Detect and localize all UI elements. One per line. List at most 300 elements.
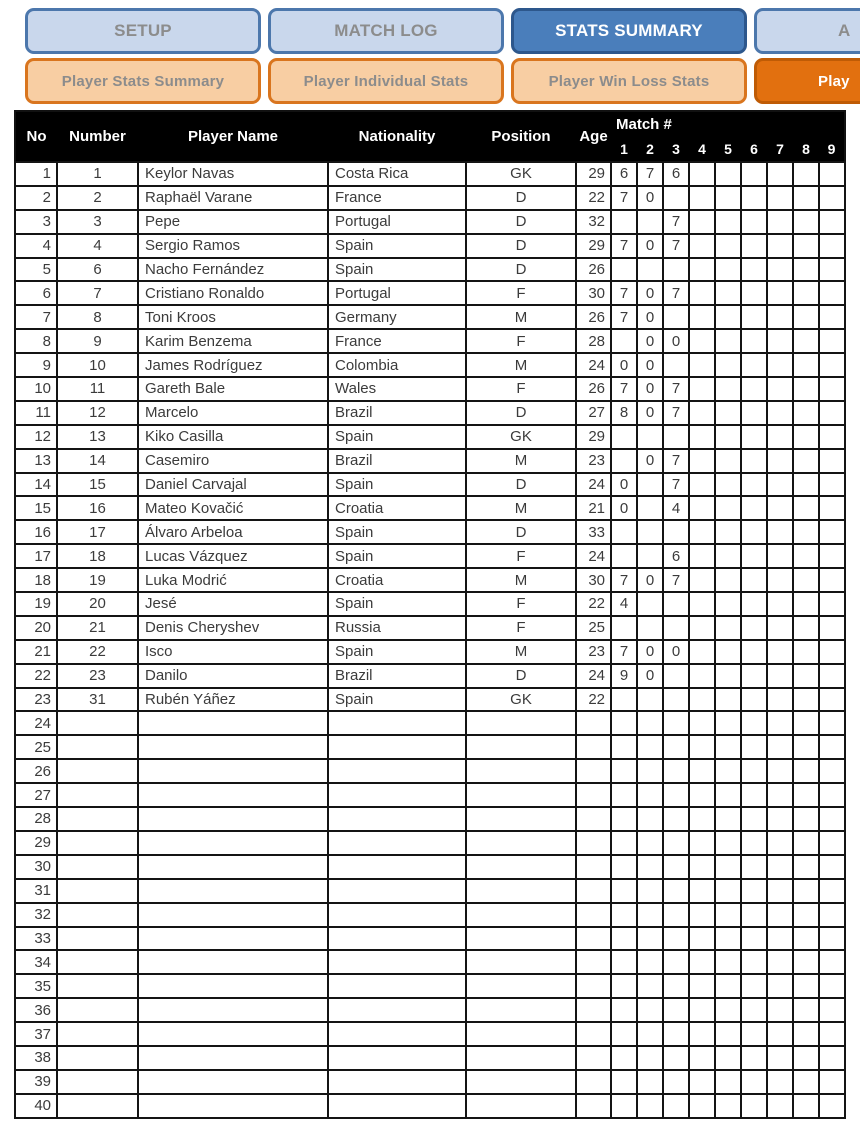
cell-match-6[interactable] [741, 473, 767, 497]
cell-player-name[interactable]: Raphaël Varane [138, 186, 328, 210]
cell-position[interactable]: D [466, 186, 576, 210]
cell-no[interactable]: 3 [15, 210, 57, 234]
cell-no[interactable]: 29 [15, 831, 57, 855]
cell-match-1[interactable]: 7 [611, 186, 637, 210]
cell-match-2[interactable] [637, 425, 663, 449]
cell-match-5[interactable] [715, 998, 741, 1022]
cell-player-name[interactable] [138, 1022, 328, 1046]
cell-match-7[interactable] [767, 401, 793, 425]
cell-no[interactable]: 32 [15, 903, 57, 927]
cell-match-9[interactable] [819, 568, 845, 592]
cell-match-6[interactable] [741, 401, 767, 425]
cell-match-5[interactable] [715, 688, 741, 712]
cell-nationality[interactable] [328, 735, 466, 759]
cell-position[interactable] [466, 1070, 576, 1094]
cell-nationality[interactable]: Brazil [328, 449, 466, 473]
cell-match-5[interactable] [715, 162, 741, 186]
cell-match-3[interactable] [663, 783, 689, 807]
cell-no[interactable]: 30 [15, 855, 57, 879]
cell-player-name[interactable] [138, 783, 328, 807]
cell-match-4[interactable] [689, 855, 715, 879]
cell-number[interactable]: 22 [57, 640, 138, 664]
cell-match-9[interactable] [819, 735, 845, 759]
cell-no[interactable]: 34 [15, 950, 57, 974]
cell-no[interactable]: 4 [15, 234, 57, 258]
cell-age[interactable] [576, 1046, 611, 1070]
cell-age[interactable] [576, 974, 611, 998]
cell-number[interactable] [57, 1070, 138, 1094]
cell-position[interactable]: D [466, 520, 576, 544]
cell-age[interactable] [576, 1070, 611, 1094]
cell-number[interactable] [57, 735, 138, 759]
cell-match-1[interactable] [611, 711, 637, 735]
cell-match-3[interactable] [663, 1070, 689, 1094]
cell-match-1[interactable] [611, 520, 637, 544]
cell-match-9[interactable] [819, 281, 845, 305]
cell-match-9[interactable] [819, 903, 845, 927]
cell-age[interactable] [576, 759, 611, 783]
cell-match-2[interactable]: 0 [637, 568, 663, 592]
cell-match-3[interactable]: 6 [663, 544, 689, 568]
cell-nationality[interactable] [328, 974, 466, 998]
cell-age[interactable] [576, 950, 611, 974]
cell-match-4[interactable] [689, 449, 715, 473]
cell-no[interactable]: 40 [15, 1094, 57, 1118]
cell-position[interactable] [466, 711, 576, 735]
cell-match-6[interactable] [741, 568, 767, 592]
cell-age[interactable] [576, 807, 611, 831]
cell-match-1[interactable]: 7 [611, 640, 637, 664]
cell-match-7[interactable] [767, 234, 793, 258]
cell-match-1[interactable]: 7 [611, 305, 637, 329]
cell-match-3[interactable] [663, 688, 689, 712]
cell-match-5[interactable] [715, 258, 741, 282]
cell-player-name[interactable]: Álvaro Arbeloa [138, 520, 328, 544]
cell-number[interactable]: 16 [57, 496, 138, 520]
cell-match-8[interactable] [793, 711, 819, 735]
cell-number[interactable]: 3 [57, 210, 138, 234]
cell-nationality[interactable]: Spain [328, 640, 466, 664]
cell-nationality[interactable]: Russia [328, 616, 466, 640]
cell-match-8[interactable] [793, 1070, 819, 1094]
cell-nationality[interactable] [328, 807, 466, 831]
cell-match-3[interactable] [663, 186, 689, 210]
cell-match-7[interactable] [767, 711, 793, 735]
cell-match-1[interactable]: 7 [611, 234, 637, 258]
cell-match-5[interactable] [715, 1046, 741, 1070]
cell-match-3[interactable] [663, 1046, 689, 1070]
cell-match-9[interactable] [819, 258, 845, 282]
cell-match-3[interactable] [663, 305, 689, 329]
cell-match-8[interactable] [793, 1046, 819, 1070]
cell-player-name[interactable]: Pepe [138, 210, 328, 234]
cell-nationality[interactable] [328, 855, 466, 879]
cell-age[interactable]: 24 [576, 544, 611, 568]
cell-number[interactable]: 15 [57, 473, 138, 497]
cell-match-2[interactable] [637, 616, 663, 640]
cell-number[interactable]: 12 [57, 401, 138, 425]
cell-match-2[interactable] [637, 974, 663, 998]
cell-match-5[interactable] [715, 401, 741, 425]
cell-nationality[interactable] [328, 927, 466, 951]
cell-age[interactable] [576, 998, 611, 1022]
cell-match-6[interactable] [741, 640, 767, 664]
cell-number[interactable] [57, 1046, 138, 1070]
cell-match-9[interactable] [819, 162, 845, 186]
cell-match-8[interactable] [793, 807, 819, 831]
subtab-partial-right[interactable] [754, 58, 860, 104]
cell-match-4[interactable] [689, 1046, 715, 1070]
cell-match-4[interactable] [689, 1094, 715, 1118]
cell-age[interactable]: 24 [576, 473, 611, 497]
cell-position[interactable] [466, 807, 576, 831]
cell-position[interactable]: M [466, 496, 576, 520]
cell-match-9[interactable] [819, 1046, 845, 1070]
cell-match-1[interactable] [611, 544, 637, 568]
cell-position[interactable]: F [466, 592, 576, 616]
cell-match-8[interactable] [793, 735, 819, 759]
cell-match-3[interactable]: 0 [663, 329, 689, 353]
cell-player-name[interactable]: Lucas Vázquez [138, 544, 328, 568]
cell-match-3[interactable]: 4 [663, 496, 689, 520]
cell-number[interactable]: 13 [57, 425, 138, 449]
cell-position[interactable]: GK [466, 688, 576, 712]
cell-match-7[interactable] [767, 353, 793, 377]
cell-match-2[interactable]: 0 [637, 640, 663, 664]
cell-match-2[interactable] [637, 855, 663, 879]
cell-nationality[interactable]: Croatia [328, 496, 466, 520]
cell-number[interactable]: 31 [57, 688, 138, 712]
cell-match-5[interactable] [715, 234, 741, 258]
cell-match-5[interactable] [715, 210, 741, 234]
cell-no[interactable]: 25 [15, 735, 57, 759]
cell-no[interactable]: 8 [15, 329, 57, 353]
cell-match-6[interactable] [741, 974, 767, 998]
cell-match-1[interactable] [611, 210, 637, 234]
cell-match-2[interactable]: 0 [637, 401, 663, 425]
cell-position[interactable] [466, 950, 576, 974]
cell-age[interactable] [576, 903, 611, 927]
cell-match-9[interactable] [819, 831, 845, 855]
cell-match-1[interactable]: 0 [611, 473, 637, 497]
cell-age[interactable] [576, 1022, 611, 1046]
cell-number[interactable] [57, 807, 138, 831]
cell-no[interactable]: 27 [15, 783, 57, 807]
cell-match-7[interactable] [767, 377, 793, 401]
cell-match-1[interactable] [611, 831, 637, 855]
cell-match-8[interactable] [793, 258, 819, 282]
cell-number[interactable] [57, 1022, 138, 1046]
cell-position[interactable]: D [466, 234, 576, 258]
cell-player-name[interactable]: Daniel Carvajal [138, 473, 328, 497]
cell-match-1[interactable]: 4 [611, 592, 637, 616]
cell-match-4[interactable] [689, 640, 715, 664]
cell-no[interactable]: 28 [15, 807, 57, 831]
cell-match-7[interactable] [767, 664, 793, 688]
cell-match-3[interactable] [663, 592, 689, 616]
cell-match-5[interactable] [715, 520, 741, 544]
cell-number[interactable] [57, 950, 138, 974]
cell-match-3[interactable]: 7 [663, 281, 689, 305]
cell-match-2[interactable] [637, 258, 663, 282]
cell-position[interactable] [466, 879, 576, 903]
cell-match-6[interactable] [741, 1022, 767, 1046]
cell-match-6[interactable] [741, 711, 767, 735]
cell-match-1[interactable]: 7 [611, 377, 637, 401]
cell-match-1[interactable]: 9 [611, 664, 637, 688]
cell-match-4[interactable] [689, 974, 715, 998]
cell-nationality[interactable] [328, 998, 466, 1022]
cell-match-8[interactable] [793, 879, 819, 903]
cell-match-9[interactable] [819, 1022, 845, 1046]
cell-match-4[interactable] [689, 616, 715, 640]
cell-age[interactable]: 27 [576, 401, 611, 425]
cell-nationality[interactable]: Spain [328, 425, 466, 449]
cell-match-8[interactable] [793, 568, 819, 592]
cell-number[interactable] [57, 927, 138, 951]
cell-match-1[interactable] [611, 855, 637, 879]
cell-match-3[interactable] [663, 855, 689, 879]
cell-player-name[interactable] [138, 1094, 328, 1118]
cell-match-8[interactable] [793, 927, 819, 951]
cell-number[interactable]: 18 [57, 544, 138, 568]
cell-match-7[interactable] [767, 688, 793, 712]
cell-match-1[interactable] [611, 759, 637, 783]
cell-match-2[interactable] [637, 1046, 663, 1070]
cell-match-6[interactable] [741, 305, 767, 329]
cell-match-4[interactable] [689, 496, 715, 520]
cell-match-4[interactable] [689, 186, 715, 210]
cell-nationality[interactable]: Brazil [328, 664, 466, 688]
cell-nationality[interactable]: Spain [328, 592, 466, 616]
cell-match-6[interactable] [741, 759, 767, 783]
cell-match-4[interactable] [689, 879, 715, 903]
cell-player-name[interactable]: Karim Benzema [138, 329, 328, 353]
cell-match-1[interactable] [611, 329, 637, 353]
cell-age[interactable]: 24 [576, 353, 611, 377]
cell-match-8[interactable] [793, 473, 819, 497]
cell-position[interactable]: D [466, 473, 576, 497]
cell-match-7[interactable] [767, 544, 793, 568]
tab-partial-right[interactable] [754, 8, 860, 54]
cell-match-2[interactable] [637, 831, 663, 855]
cell-no[interactable]: 18 [15, 568, 57, 592]
cell-nationality[interactable]: Portugal [328, 281, 466, 305]
cell-match-5[interactable] [715, 281, 741, 305]
cell-match-9[interactable] [819, 950, 845, 974]
cell-number[interactable] [57, 1094, 138, 1118]
cell-match-6[interactable] [741, 425, 767, 449]
cell-match-1[interactable] [611, 1046, 637, 1070]
cell-number[interactable] [57, 831, 138, 855]
cell-match-8[interactable] [793, 950, 819, 974]
cell-position[interactable] [466, 831, 576, 855]
cell-nationality[interactable]: Spain [328, 688, 466, 712]
cell-match-2[interactable] [637, 1022, 663, 1046]
cell-match-3[interactable] [663, 258, 689, 282]
cell-match-3[interactable]: 7 [663, 473, 689, 497]
cell-nationality[interactable]: Croatia [328, 568, 466, 592]
cell-player-name[interactable] [138, 903, 328, 927]
cell-match-4[interactable] [689, 210, 715, 234]
cell-no[interactable]: 15 [15, 496, 57, 520]
cell-match-1[interactable] [611, 879, 637, 903]
cell-age[interactable]: 22 [576, 186, 611, 210]
cell-nationality[interactable]: France [328, 329, 466, 353]
cell-match-8[interactable] [793, 1022, 819, 1046]
subtab-player-win-loss-stats[interactable] [511, 58, 747, 104]
cell-number[interactable]: 20 [57, 592, 138, 616]
cell-match-7[interactable] [767, 831, 793, 855]
tab-stats-summary[interactable] [511, 8, 747, 54]
cell-match-4[interactable] [689, 401, 715, 425]
cell-player-name[interactable]: Marcelo [138, 401, 328, 425]
cell-match-1[interactable] [611, 783, 637, 807]
cell-match-6[interactable] [741, 807, 767, 831]
cell-match-4[interactable] [689, 353, 715, 377]
cell-match-6[interactable] [741, 377, 767, 401]
cell-match-7[interactable] [767, 258, 793, 282]
cell-position[interactable] [466, 759, 576, 783]
cell-match-5[interactable] [715, 496, 741, 520]
cell-number[interactable]: 4 [57, 234, 138, 258]
cell-nationality[interactable]: Brazil [328, 401, 466, 425]
cell-age[interactable] [576, 831, 611, 855]
cell-position[interactable]: GK [466, 162, 576, 186]
cell-no[interactable]: 31 [15, 879, 57, 903]
cell-player-name[interactable] [138, 831, 328, 855]
cell-position[interactable]: M [466, 353, 576, 377]
cell-match-5[interactable] [715, 1094, 741, 1118]
cell-age[interactable]: 32 [576, 210, 611, 234]
cell-match-5[interactable] [715, 377, 741, 401]
cell-match-3[interactable]: 7 [663, 401, 689, 425]
cell-match-6[interactable] [741, 1094, 767, 1118]
cell-position[interactable] [466, 855, 576, 879]
cell-number[interactable]: 7 [57, 281, 138, 305]
subtab-player-individual-stats[interactable] [268, 58, 504, 104]
cell-match-2[interactable] [637, 735, 663, 759]
cell-match-3[interactable] [663, 927, 689, 951]
cell-nationality[interactable] [328, 831, 466, 855]
cell-match-6[interactable] [741, 496, 767, 520]
cell-player-name[interactable] [138, 927, 328, 951]
cell-match-6[interactable] [741, 927, 767, 951]
cell-age[interactable]: 30 [576, 568, 611, 592]
cell-match-5[interactable] [715, 1070, 741, 1094]
cell-match-4[interactable] [689, 258, 715, 282]
cell-match-5[interactable] [715, 329, 741, 353]
cell-number[interactable]: 14 [57, 449, 138, 473]
cell-match-9[interactable] [819, 711, 845, 735]
cell-match-7[interactable] [767, 974, 793, 998]
cell-match-2[interactable]: 0 [637, 281, 663, 305]
cell-match-6[interactable] [741, 592, 767, 616]
cell-player-name[interactable] [138, 879, 328, 903]
cell-position[interactable]: F [466, 377, 576, 401]
cell-player-name[interactable]: Keylor Navas [138, 162, 328, 186]
cell-match-7[interactable] [767, 735, 793, 759]
cell-match-1[interactable] [611, 998, 637, 1022]
cell-match-9[interactable] [819, 616, 845, 640]
cell-player-name[interactable]: Denis Cheryshev [138, 616, 328, 640]
cell-match-5[interactable] [715, 831, 741, 855]
cell-match-1[interactable]: 6 [611, 162, 637, 186]
cell-match-8[interactable] [793, 664, 819, 688]
cell-match-5[interactable] [715, 735, 741, 759]
cell-match-2[interactable]: 0 [637, 353, 663, 377]
cell-no[interactable]: 2 [15, 186, 57, 210]
cell-match-2[interactable] [637, 592, 663, 616]
cell-match-2[interactable]: 0 [637, 377, 663, 401]
cell-nationality[interactable] [328, 1022, 466, 1046]
cell-age[interactable]: 33 [576, 520, 611, 544]
cell-match-9[interactable] [819, 974, 845, 998]
cell-match-1[interactable]: 0 [611, 496, 637, 520]
cell-match-9[interactable] [819, 305, 845, 329]
cell-match-5[interactable] [715, 664, 741, 688]
cell-position[interactable]: M [466, 640, 576, 664]
cell-player-name[interactable] [138, 998, 328, 1022]
cell-match-8[interactable] [793, 162, 819, 186]
cell-nationality[interactable]: Portugal [328, 210, 466, 234]
cell-match-8[interactable] [793, 903, 819, 927]
cell-match-5[interactable] [715, 974, 741, 998]
cell-match-3[interactable] [663, 974, 689, 998]
cell-match-3[interactable]: 7 [663, 210, 689, 234]
cell-age[interactable]: 30 [576, 281, 611, 305]
cell-position[interactable] [466, 998, 576, 1022]
cell-number[interactable]: 9 [57, 329, 138, 353]
cell-match-9[interactable] [819, 688, 845, 712]
cell-match-7[interactable] [767, 807, 793, 831]
cell-match-7[interactable] [767, 473, 793, 497]
cell-match-4[interactable] [689, 831, 715, 855]
cell-match-7[interactable] [767, 927, 793, 951]
cell-position[interactable]: F [466, 329, 576, 353]
cell-position[interactable]: M [466, 449, 576, 473]
cell-match-9[interactable] [819, 425, 845, 449]
cell-match-2[interactable] [637, 783, 663, 807]
cell-age[interactable]: 23 [576, 449, 611, 473]
cell-player-name[interactable]: Cristiano Ronaldo [138, 281, 328, 305]
cell-match-7[interactable] [767, 1022, 793, 1046]
cell-match-5[interactable] [715, 711, 741, 735]
cell-match-4[interactable] [689, 998, 715, 1022]
cell-match-7[interactable] [767, 520, 793, 544]
cell-match-6[interactable] [741, 258, 767, 282]
cell-match-3[interactable] [663, 520, 689, 544]
cell-match-7[interactable] [767, 162, 793, 186]
cell-match-1[interactable] [611, 903, 637, 927]
cell-match-2[interactable]: 0 [637, 329, 663, 353]
cell-match-9[interactable] [819, 783, 845, 807]
cell-age[interactable]: 22 [576, 688, 611, 712]
cell-match-2[interactable] [637, 711, 663, 735]
cell-number[interactable]: 17 [57, 520, 138, 544]
cell-match-2[interactable] [637, 544, 663, 568]
cell-match-8[interactable] [793, 592, 819, 616]
cell-age[interactable] [576, 855, 611, 879]
cell-no[interactable]: 10 [15, 377, 57, 401]
cell-no[interactable]: 1 [15, 162, 57, 186]
cell-match-4[interactable] [689, 520, 715, 544]
cell-match-4[interactable] [689, 664, 715, 688]
cell-match-7[interactable] [767, 1094, 793, 1118]
cell-match-8[interactable] [793, 353, 819, 377]
cell-player-name[interactable]: Mateo Kovačić [138, 496, 328, 520]
cell-match-4[interactable] [689, 329, 715, 353]
